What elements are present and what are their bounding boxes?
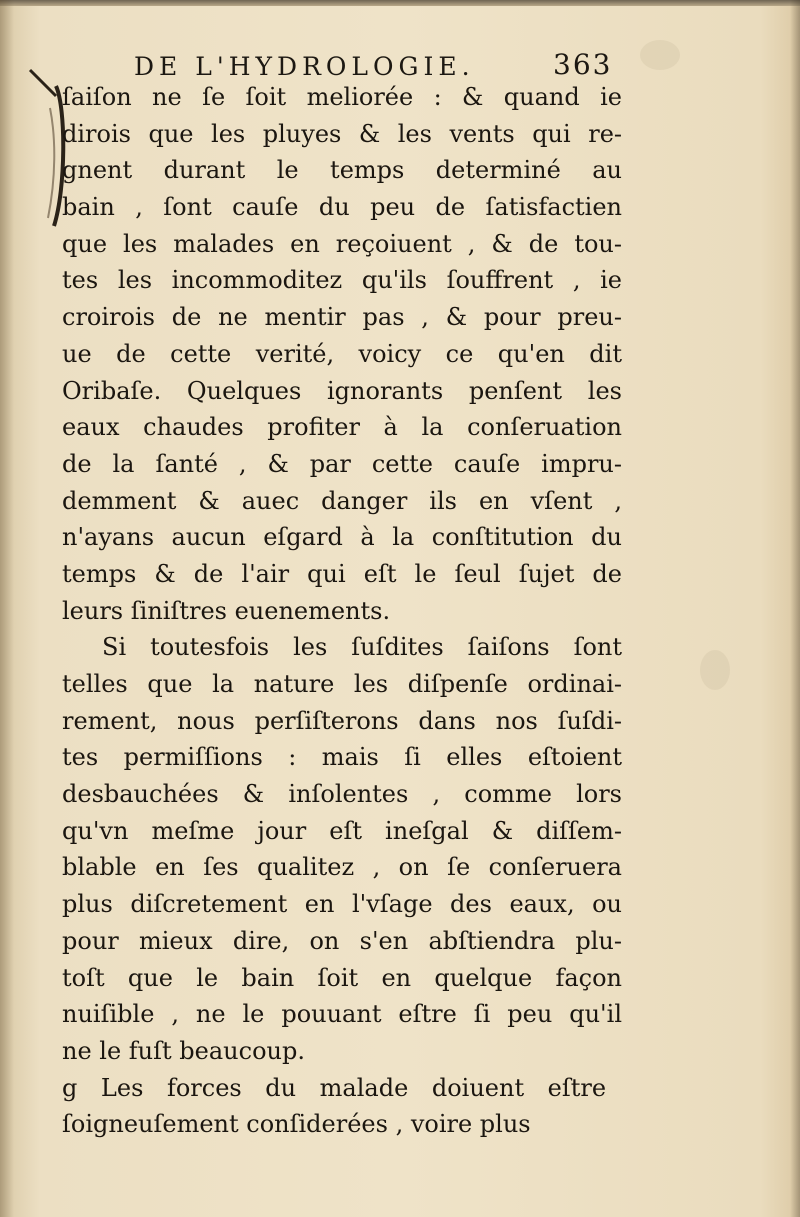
text-line: nuiſible , ne le pouuant eſtre ſi peu qu'il [62,1000,622,1029]
page-right-edge [790,0,800,1217]
text-line: ſoigneuſement conſiderées , voire plus [62,1110,531,1139]
body-text [62,79,622,1143]
page-top-edge [0,0,800,6]
text-line: desbauchées & inſolentes , comme lors [62,780,622,809]
text-line: gnent durant le temps determiné au [62,156,622,185]
text-line: tes permiſſions : mais ſi elles eſtoient [62,743,622,772]
text-line: croirois de ne mentir pas , & pour preu- [62,303,622,332]
text-line: bain , ſont cauſe du peu de ſatisfactien [62,193,622,222]
text-line: Oribaſe. Quelques ignorants penſent les [62,376,622,405]
text-line: ne le fuſt beaucoup. [62,1036,305,1065]
text-line: que les malades en reçoiuent , & de tou- [62,229,622,258]
paper-stain [700,650,730,690]
text-line: temps & de l'air qui eſt le ſeul ſujet de [62,559,622,588]
text-line: qu'vn meſme jour eſt ineſgal & diſſem- [62,816,622,845]
text-line: ue de cette verité, voicy ce qu'en dit [62,339,622,368]
page-number: 363 [553,48,613,81]
text-line: de la ſanté , & par cette cauſe impru- [62,449,622,478]
gutter-shadow [0,0,14,1217]
text-line: plus diſcretement en l'vſage des eaux, ou [62,890,622,919]
running-head: DE L'HYDROLOGIE. [134,52,475,81]
text-line: dirois que les pluyes & les vents qui re- [62,119,622,148]
text-line: rement, nous perſiſterons dans nos ſuſdi- [62,706,622,735]
paper-stain [640,40,680,70]
text-line: blable en ſes qualitez , on ſe conſeruera [62,853,622,882]
text-line: leurs ſiniſtres euenements. [62,596,391,625]
text-line: demment & auec danger ils en vſent , [62,486,622,515]
paragraph-first-line: Si toutesfois les ſuſdites ſaiſons ſont [102,633,622,662]
text-line: n'ayans aucun eſgard à la conſtitution du [62,523,622,552]
text-line: pour mieux dire, on s'en abſtiendra plu- [62,926,622,955]
text-line: eaux chaudes profiter à la conſeruation [62,413,622,442]
text-line: tes les incommoditez qu'ils ſouffrent , ie [62,266,622,295]
text-line: telles que la nature les diſpenſe ordinai- [62,670,622,698]
text-line: ſaiſon ne ſe ſoit meliorée : & quand ie [62,83,622,111]
text-line: toſt que le bain ſoit en quelque façon [62,963,622,992]
paragraph-first-line: g Les forces du malade doiuent eſtre [62,1073,607,1102]
